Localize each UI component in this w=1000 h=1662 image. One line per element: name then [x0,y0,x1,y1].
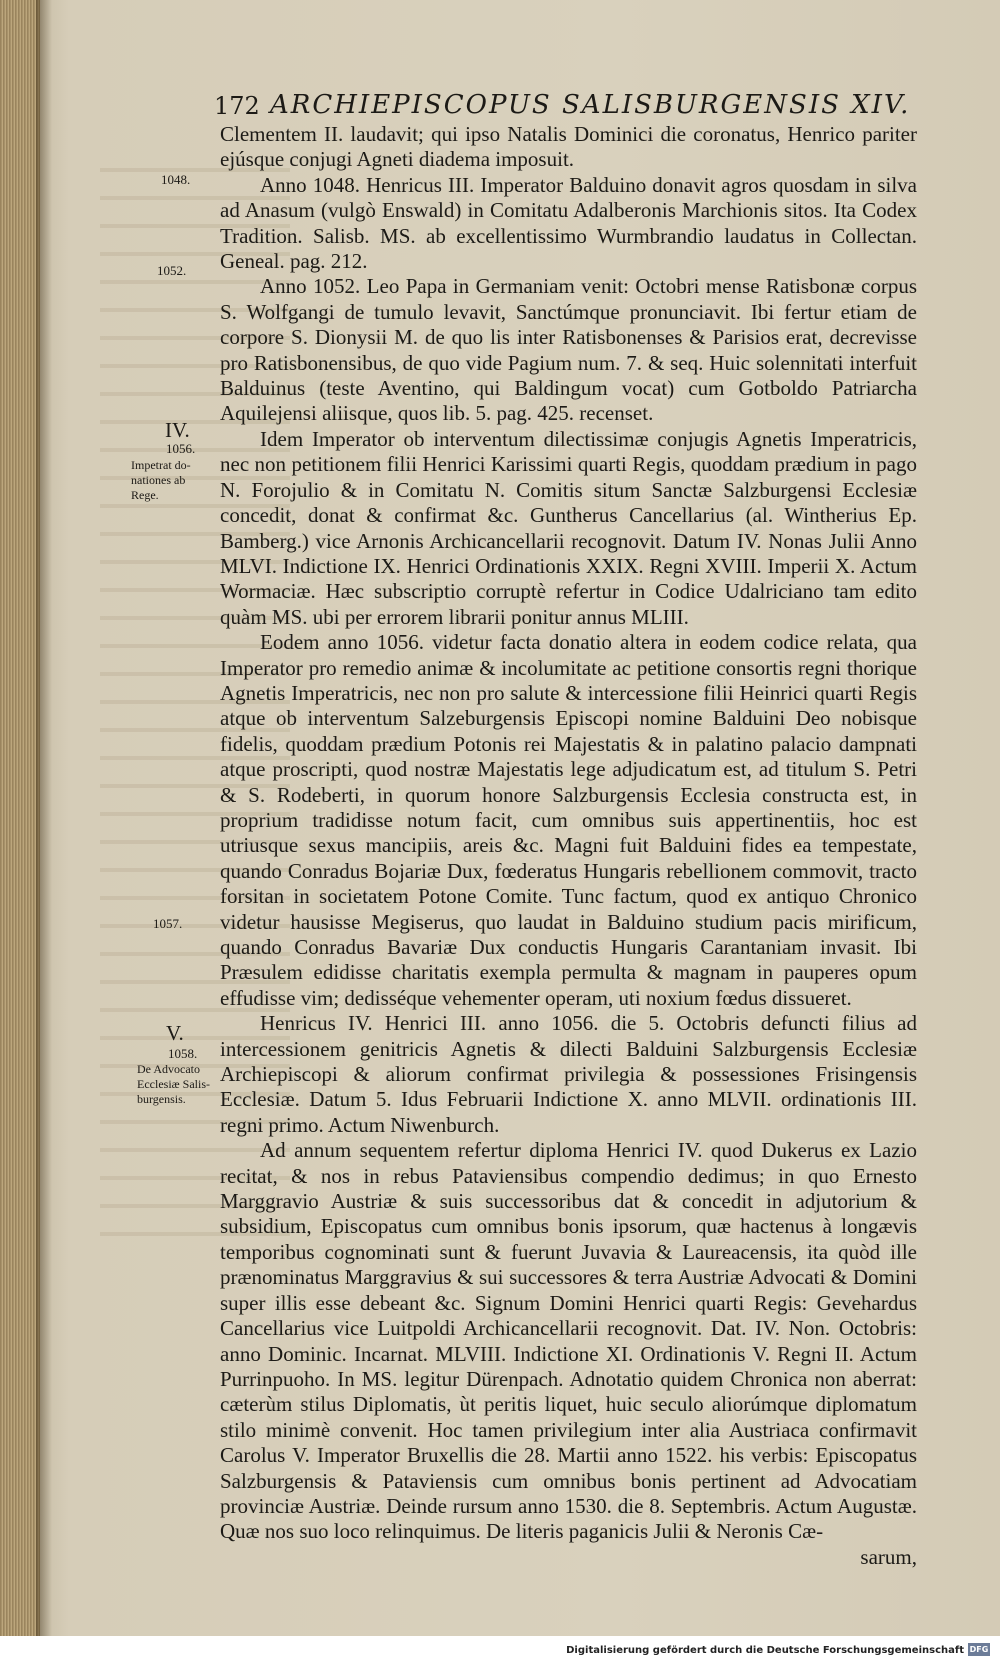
margin-year-1056: 1056. [166,441,196,456]
paragraph-2: Anno 1048. Henricus III. Imperator Balduino donavit agros quosdam in silva ad Anasum (vulgò Enswald) in Comitatu Adalberonis Marchionis sitos. Ita Codex Tradition. Salisb. MS. ab excellentissimo Wurmbrandio laudatus in Collectan. Geneal. pag. 212. [220,172,917,274]
paragraph-4: Idem Imperator ob interventum dilectissimæ conjugis Agnetis Imperatricis, nec non petitionem filii Henrici Karissimi quarti Regis, quoddam prædium in pago N. Forojulio & in Comitatu N. Comitis situm Sanctæ Salzburgensi Ecclesiæ concedit, donat & confirmat &c. Guntherus Cancellarius (al. Wintherius Ep. Bamberg.) vice Arnonis Archicancellarii recognovit. Datum IV. Nonas Julii Anno MLVI. Indictione IX. Henrici Ordinationis XXIX. Regni XVIII. Imperii X. Actum Wormaciæ. Hæc subscriptio corruptè refertur in Codice Udalriciano tam edito quàm MS. ubi per errorem librarii ponitur annus MLIII. [220,426,917,629]
gutter-shadow [36,0,52,1636]
paragraph-3: Anno 1052. Leo Papa in Germaniam venit: Octobri mense Ratisbonæ corpus S. Wolfgangi de tumulo levavit, Sanctúmque pronunciavit. Ibi fertur etiam de corpore S. Dionysii M. de quo lis inter Ratisbonenses & Parisios erat, decrevisse pro Ratisbonensibus, de quo vide Pagium num. 7. & seq. Huic solennitati interfuit Balduinus (teste Aventino, qui Baldingum vocat) cum Gotboldo Patriarcha Aquilejensi aliisque, quos lib. 5. pag. 425. recenset. [220,274,917,426]
paragraph-6: Henricus IV. Henrici III. anno 1056. die 5. Octobris defuncti filius ad intercessionem genitricis Agnetis & dilecti Balduini Salzburgensis Ecclesiæ Archiepiscopi & aliorum confirmat privilegia & possessiones Frisingensis Ecclesiæ. Datum 5. Idus Februarii Indictione X. anno MLVII. ordinationis III. regni primo. Actum Niwenburch. [220,1011,917,1137]
margin-note-line: De Advocato [137,1062,200,1076]
page-header [214,86,934,120]
page-number: 172 [214,92,260,120]
catchword: sarum, [860,1544,917,1569]
margin-note-impetrat [131,458,191,503]
margin-year-1052: 1052. [157,263,187,278]
margin-note-line: Impetrat do- [131,458,191,472]
margin-year-1057: 1057. [153,916,183,931]
paragraph-7: Ad annum sequentem refertur diploma Henrici IV. quod Dukerus ex Lazio recitat, & nos in rebus Pataviensibus compendio dedimus; in quo Ernesto Marggravio Austriæ & suis successoribus dat & concedit in adjutorium & subsidium, Episcopatus cum omnibus bonis ipsorum, quæ hactenus à longævis temporibus cognominati sunt & fuerunt Juvavia & Laureacensis, ita quòd ille prænominatus Marggravius & sui successores & terra Austriæ Advocati & Domini super illis esse debeant &c. Signum Domini Henrici quarti Regis: Gevehardus Cancellarius vice Luitpoldi Archicancellarii recognovit. Dat. IV. Non. Octobris: anno Dominic. Incarnat. MLVIII. Indictione XI. Ordinationis V. Regni II. Actum Purrinpuoho. In MS. legitur Dürenpach. Adnotatio quidem Chronica non aberrat: cæterùm stilus Diplomatis, ùt peritis liquet, huic seculo aliorúmque diplomatum stilo minimè convenit. Hoc tamen privilegium inter alia Austriaca confirmavit Carolus V. Imperator Bruxellis die 28. Martii anno 1522. his verbis: Episcopatus Salzburgensis & Pataviensis cum omnibus bonis pertinent ad Advocatiam provinciæ Austriæ. Deinde rursum anno 1530. die 8. Septembris. Actum Augustæ. Quæ nos suo loco relinquimus. De literis paganicis Julii & Neronis Cæ- [220,1138,917,1544]
margin-note-line: Rege. [131,488,159,502]
dfg-logo: DFG [969,1645,989,1654]
margin-note-de-advocato [137,1062,210,1107]
margin-note-line: Ecclesiæ Salis- [137,1077,210,1091]
margin-year-1058: 1058. [168,1046,198,1061]
margin-section-v: V. [166,1021,184,1045]
paragraph-1: Clementem II. laudavit; qui ipso Natalis Dominici die coronatus, Henrico pariter ejúsque conjugi Agneti diadema imposuit. [220,122,917,172]
margin-year-1048: 1048. [161,172,191,187]
paragraph-5: Eodem anno 1056. videtur facta donatio altera in eodem codice relata, qua Imperator pro remedio animæ & incolumitate ac petitione consortis regni thorique Agnetis Imperatricis, nec non pro salute & intercessione filii Heinrici quarti Regis atque ob interventum Salzeburgensis Episcopi nomine Balduini Deo nobisque fidelis, quoddam prædium Potonis rei Majestatis & in palatino palacio dampnati atque proscripti, quod nostræ Majestatis lege adjudicatum est, ad titulum S. Petri & S. Rodeberti, in quorum honore Salzburgensis Ecclesia constructa est, in proprium tradidisse notum facit, cum omnibus suis appertinentiis, hoc est utriusque sexus mancipiis, areis &c. Magni fuit Balduini fides ea tempestate, quando Conradus Bojariæ Dux, fœderatus Hungaris rebellionem commovit, tracto forsitan in societatem Potone Comite. Tunc factum, quod ex antiquo Chronico videtur hausisse Megiserus, quo laudat in Balduino studium pacis mirificum, quando Conradus Bavariæ Dux conductis Hungaris Carantaniam invasit. Ibi Præsulem edidisse charitatis exempla permulta & magnam in pauperes opum effudisse vim; dedisséque vehementer operam, uti noxium fœdus dissueret. [220,630,917,1010]
margin-note-line: burgensis. [137,1092,186,1106]
margin-section-iv: IV. [165,418,190,442]
footer-credit: Digitalisierung gefördert durch die Deutsche Forschungsgemeinschaft [566,1645,964,1656]
running-title: ARCHIEPISCOPUS SALISBURGENSIS XIV. [270,90,911,120]
margin-note-line: nationes ab [131,473,186,487]
main-text [220,122,917,1570]
book-page-edges [0,0,40,1636]
